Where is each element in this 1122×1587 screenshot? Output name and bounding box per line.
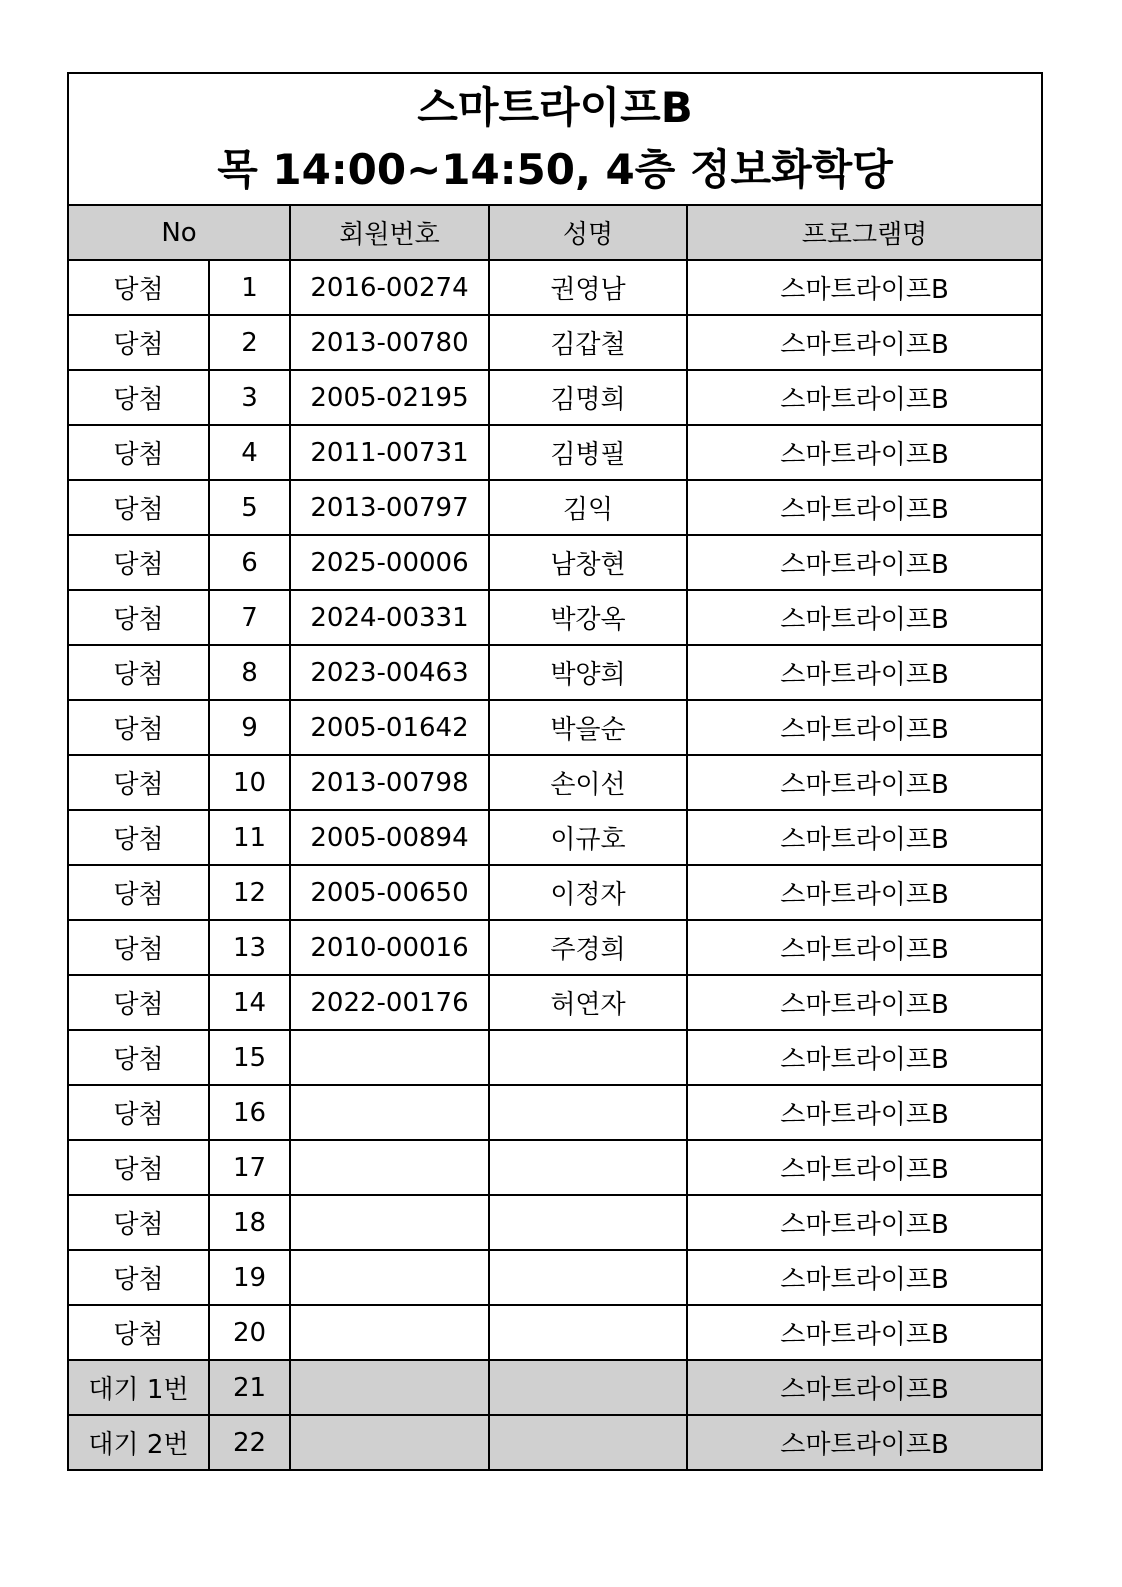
member-id-cell: 2013-00780: [290, 315, 489, 370]
row-number-cell: 16: [209, 1085, 290, 1140]
name-cell: 손이선: [489, 755, 687, 810]
row-number-cell: 5: [209, 480, 290, 535]
name-cell: 주경희: [489, 920, 687, 975]
row-number-cell: 20: [209, 1305, 290, 1360]
status-cell: 대기 2번: [68, 1415, 209, 1470]
name-cell: 이규호: [489, 810, 687, 865]
status-cell: 당첨: [68, 975, 209, 1030]
table-row: [68, 590, 1042, 645]
member-id-cell: [290, 1030, 489, 1085]
row-number-cell: 19: [209, 1250, 290, 1305]
row-number-cell: 8: [209, 645, 290, 700]
row-number-cell: 14: [209, 975, 290, 1030]
member-id-cell: 2005-01642: [290, 700, 489, 755]
program-cell: 스마트라이프B: [687, 1415, 1042, 1470]
row-number-cell: 10: [209, 755, 290, 810]
row-number-cell: 3: [209, 370, 290, 425]
status-cell: 당첨: [68, 480, 209, 535]
program-cell: 스마트라이프B: [687, 975, 1042, 1030]
lottery-result-sheet: [67, 72, 1041, 1471]
name-cell: [489, 1360, 687, 1415]
row-number-cell: 1: [209, 260, 290, 315]
name-cell: [489, 1250, 687, 1305]
name-cell: 박을순: [489, 700, 687, 755]
member-id-cell: 2013-00797: [290, 480, 489, 535]
member-id-cell: 2025-00006: [290, 535, 489, 590]
table-row: [68, 645, 1042, 700]
row-number-cell: 9: [209, 700, 290, 755]
name-cell: 김익: [489, 480, 687, 535]
row-number-cell: 17: [209, 1140, 290, 1195]
name-cell: [489, 1030, 687, 1085]
row-number-cell: 18: [209, 1195, 290, 1250]
table-title: [68, 73, 1042, 205]
table-row: [68, 1085, 1042, 1140]
name-cell: [489, 1085, 687, 1140]
column-header-member-id: 회원번호: [290, 205, 489, 260]
member-id-cell: [290, 1305, 489, 1360]
column-header-no: No: [68, 205, 290, 260]
member-id-cell: [290, 1195, 489, 1250]
row-number-cell: 12: [209, 865, 290, 920]
status-cell: 당첨: [68, 1250, 209, 1305]
member-id-cell: 2013-00798: [290, 755, 489, 810]
table-row: [68, 1140, 1042, 1195]
row-number-cell: 2: [209, 315, 290, 370]
row-number-cell: 6: [209, 535, 290, 590]
table-body: [68, 260, 1042, 1470]
name-cell: 박강옥: [489, 590, 687, 645]
name-cell: [489, 1195, 687, 1250]
status-cell: 당첨: [68, 810, 209, 865]
member-id-cell: 2005-02195: [290, 370, 489, 425]
status-cell: 당첨: [68, 865, 209, 920]
member-id-cell: 2011-00731: [290, 425, 489, 480]
name-cell: 허연자: [489, 975, 687, 1030]
program-cell: 스마트라이프B: [687, 425, 1042, 480]
status-cell: 당첨: [68, 260, 209, 315]
program-cell: 스마트라이프B: [687, 315, 1042, 370]
status-cell: 당첨: [68, 1030, 209, 1085]
member-id-cell: 2024-00331: [290, 590, 489, 645]
program-cell: 스마트라이프B: [687, 700, 1042, 755]
name-cell: [489, 1415, 687, 1470]
member-id-cell: 2023-00463: [290, 645, 489, 700]
lottery-result-table: [67, 72, 1043, 1471]
table-row: [68, 1415, 1042, 1470]
program-cell: 스마트라이프B: [687, 1305, 1042, 1360]
table-row: [68, 810, 1042, 865]
status-cell: 당첨: [68, 535, 209, 590]
row-number-cell: 13: [209, 920, 290, 975]
status-cell: 당첨: [68, 1140, 209, 1195]
name-cell: 남창현: [489, 535, 687, 590]
program-cell: 스마트라이프B: [687, 1195, 1042, 1250]
program-cell: 스마트라이프B: [687, 920, 1042, 975]
name-cell: 김명희: [489, 370, 687, 425]
status-cell: 당첨: [68, 425, 209, 480]
program-cell: 스마트라이프B: [687, 645, 1042, 700]
status-cell: 당첨: [68, 700, 209, 755]
column-header-name: 성명: [489, 205, 687, 260]
row-number-cell: 22: [209, 1415, 290, 1470]
program-cell: 스마트라이프B: [687, 535, 1042, 590]
status-cell: 당첨: [68, 1195, 209, 1250]
table-row: [68, 755, 1042, 810]
status-cell: 당첨: [68, 315, 209, 370]
program-cell: 스마트라이프B: [687, 590, 1042, 645]
table-row: [68, 1305, 1042, 1360]
status-cell: 대기 1번: [68, 1360, 209, 1415]
row-number-cell: 15: [209, 1030, 290, 1085]
table-row: [68, 535, 1042, 590]
program-title: 스마트라이프B: [417, 83, 693, 132]
table-row: [68, 425, 1042, 480]
program-cell: 스마트라이프B: [687, 755, 1042, 810]
name-cell: 권영남: [489, 260, 687, 315]
table-row: [68, 975, 1042, 1030]
program-cell: 스마트라이프B: [687, 810, 1042, 865]
table-row: [68, 700, 1042, 755]
member-id-cell: [290, 1250, 489, 1305]
status-cell: 당첨: [68, 645, 209, 700]
status-cell: 당첨: [68, 755, 209, 810]
member-id-cell: 2005-00650: [290, 865, 489, 920]
status-cell: 당첨: [68, 1085, 209, 1140]
schedule-location: 목 14:00~14:50, 4층 정보화학당: [217, 145, 893, 194]
program-cell: 스마트라이프B: [687, 865, 1042, 920]
table-row: [68, 865, 1042, 920]
table-row: [68, 370, 1042, 425]
column-header-row: [68, 205, 1042, 260]
member-id-cell: [290, 1140, 489, 1195]
name-cell: 이정자: [489, 865, 687, 920]
name-cell: 김갑철: [489, 315, 687, 370]
name-cell: [489, 1305, 687, 1360]
member-id-cell: 2016-00274: [290, 260, 489, 315]
table-row: [68, 1250, 1042, 1305]
status-cell: 당첨: [68, 370, 209, 425]
program-cell: 스마트라이프B: [687, 370, 1042, 425]
member-id-cell: 2010-00016: [290, 920, 489, 975]
program-cell: 스마트라이프B: [687, 1085, 1042, 1140]
row-number-cell: 21: [209, 1360, 290, 1415]
program-cell: 스마트라이프B: [687, 1360, 1042, 1415]
table-row: [68, 1030, 1042, 1085]
name-cell: 김병필: [489, 425, 687, 480]
status-cell: 당첨: [68, 920, 209, 975]
status-cell: 당첨: [68, 1305, 209, 1360]
table-row: [68, 1195, 1042, 1250]
member-id-cell: 2022-00176: [290, 975, 489, 1030]
table-row: [68, 315, 1042, 370]
member-id-cell: [290, 1085, 489, 1140]
table-row: [68, 920, 1042, 975]
member-id-cell: [290, 1415, 489, 1470]
table-row: [68, 1360, 1042, 1415]
program-cell: 스마트라이프B: [687, 260, 1042, 315]
name-cell: [489, 1140, 687, 1195]
table-row: [68, 480, 1042, 535]
status-cell: 당첨: [68, 590, 209, 645]
member-id-cell: [290, 1360, 489, 1415]
name-cell: 박양희: [489, 645, 687, 700]
program-cell: 스마트라이프B: [687, 1030, 1042, 1085]
row-number-cell: 7: [209, 590, 290, 645]
program-cell: 스마트라이프B: [687, 1250, 1042, 1305]
member-id-cell: 2005-00894: [290, 810, 489, 865]
row-number-cell: 11: [209, 810, 290, 865]
table-row: [68, 260, 1042, 315]
column-header-program: 프로그램명: [687, 205, 1042, 260]
program-cell: 스마트라이프B: [687, 1140, 1042, 1195]
program-cell: 스마트라이프B: [687, 480, 1042, 535]
row-number-cell: 4: [209, 425, 290, 480]
